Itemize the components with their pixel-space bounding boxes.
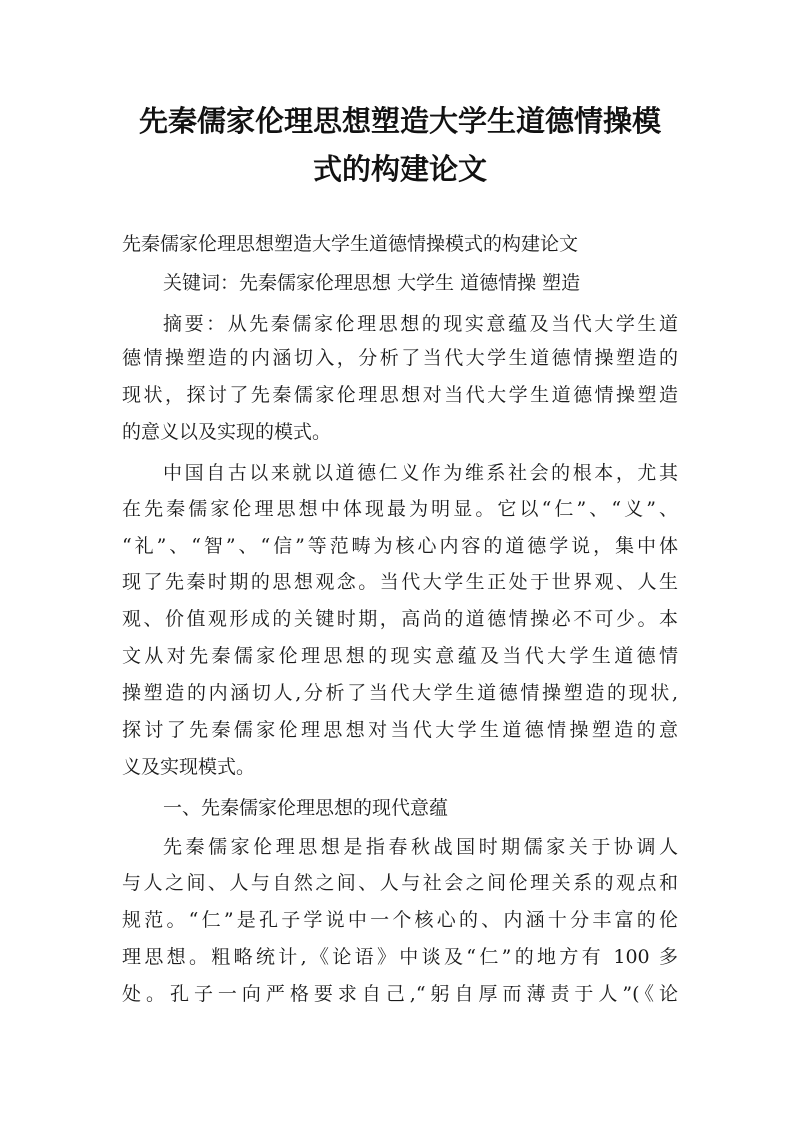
intro-line-8: 探讨了先秦儒家伦理思想对当代大学生道德情操塑造的意 — [122, 719, 678, 741]
intro-line-9: 义及实现模式。 — [122, 756, 256, 778]
document-title-line-2: 式的构建论文 — [312, 152, 487, 186]
intro-line-6: 文从对先秦儒家伦理思想的现实意蕴及当代大学生道德情 — [122, 645, 678, 667]
intro-line-2: 在先秦儒家伦理思想中体现最为明显。它以“仁”、“义”、 — [122, 498, 678, 520]
section-line-5: 处。孔子一向严格要求自己,“躬自厚而薄责于人”(《论 — [122, 983, 678, 1005]
section-heading: 一、先秦儒家伦理思想的现代意蕴 — [163, 797, 449, 819]
intro-line-5: 观、价值观形成的关键时期，高尚的道德情操必不可少。本 — [122, 608, 678, 630]
section-line-4: 理思想。粗略统计,《论语》中谈及“仁”的地方有 100 多 — [122, 946, 678, 968]
abstract-line-2: 德情操塑造的内涵切入，分析了当代大学生道德情操塑造的 — [122, 347, 678, 369]
intro-line-3: “礼”、“智”、“信”等范畴为核心内容的道德学说，集中体 — [122, 535, 678, 557]
intro-line-4: 现了先秦时期的思想观念。当代大学生正处于世界观、人生 — [122, 571, 678, 593]
abstract-line-3: 现状，探讨了先秦儒家伦理思想对当代大学生道德情操塑造 — [122, 384, 678, 406]
section-line-3: 规范。“仁”是孔子学说中一个核心的、内涵十分丰富的伦 — [122, 909, 678, 931]
intro-line-1: 中国自古以来就以道德仁义作为维系社会的根本，尤其 — [163, 462, 678, 484]
section-line-1: 先秦儒家伦理思想是指春秋战国时期儒家关于协调人 — [163, 836, 678, 858]
intro-line-7: 操塑造的内涵切人,分析了当代大学生道德情操塑造的现状, — [122, 682, 678, 704]
abstract-line-1: 摘要：从先秦儒家伦理思想的现实意蕴及当代大学生道 — [163, 313, 678, 335]
abstract-line-4: 的意义以及实现的模式。 — [122, 421, 332, 443]
section-line-2: 与人之间、人与自然之间、人与社会之间伦理关系的观点和 — [122, 872, 678, 894]
document-subtitle: 先秦儒家伦理思想塑造大学生道德情操模式的构建论文 — [122, 233, 579, 255]
document-title-line-1: 先秦儒家伦理思想塑造大学生道德情操模 — [138, 104, 661, 138]
keywords-line: 关键词：先秦儒家伦理思想 大学生 道德情操 塑造 — [163, 272, 581, 294]
